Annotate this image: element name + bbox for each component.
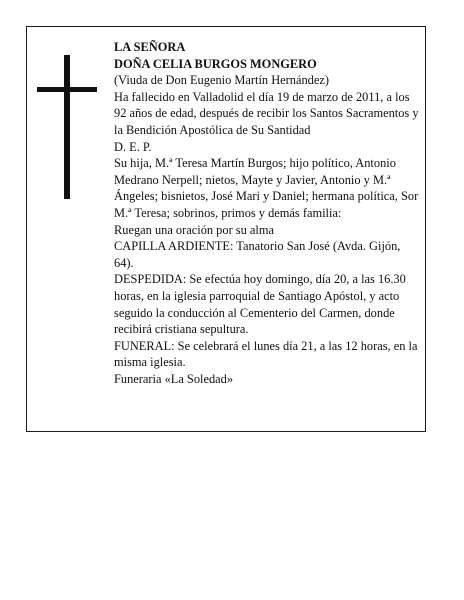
funeral-home: Funeraria «La Soledad» [114,371,234,386]
deceased-title: LA SEÑORA [114,40,186,54]
funeral-info: FUNERAL: Se celebrará el lunes día 21, a las 12 horas, en la misma iglesia. [114,338,418,370]
farewell-info: DESPEDIDA: Se efectúa hoy domingo, día 20, a las 16.30 horas, en la iglesia parroquial de Santiago Apóstol, y acto seguido la conducción al Cementerio del Carmen, donde recibirá cristiana sepultura. [114,272,406,337]
family-list: Su hija, M.ª Teresa Martín Burgos; hijo político, Antonio Medrano Nerpell; nietos, Mayte y Javier, Antonio y M.ª Ángeles; bisnietos, José Mari y Daniel; hermana política, Sor M.ª Teresa; sobrinos, primos y demás familia: [114,156,419,220]
cross-horizontal-bar [37,87,97,92]
death-announcement: Ha fallecido en Valladolid el día 19 de marzo de 2011, a los 92 años de edad, después de recibir los Santos Sacramentos y la Bendición Apostólica de Su Santidad [114,89,419,137]
obituary-notice [26,26,426,432]
obituary-text [114,39,420,387]
prayer-request: Ruegan una oración por su alma [114,222,274,237]
deceased-name: DOÑA CELIA BURGOS MONGERO [114,56,317,71]
cross-icon [37,55,97,199]
widow-of: (Viuda de Don Eugenio Martín Hernández) [114,73,329,88]
chapel-info: CAPILLA ARDIENTE: Tanatorio San José (Avda. Gijón, 64). [114,239,401,270]
cross-vertical-bar [64,55,70,199]
rip-line: D. E. P. [114,139,152,154]
